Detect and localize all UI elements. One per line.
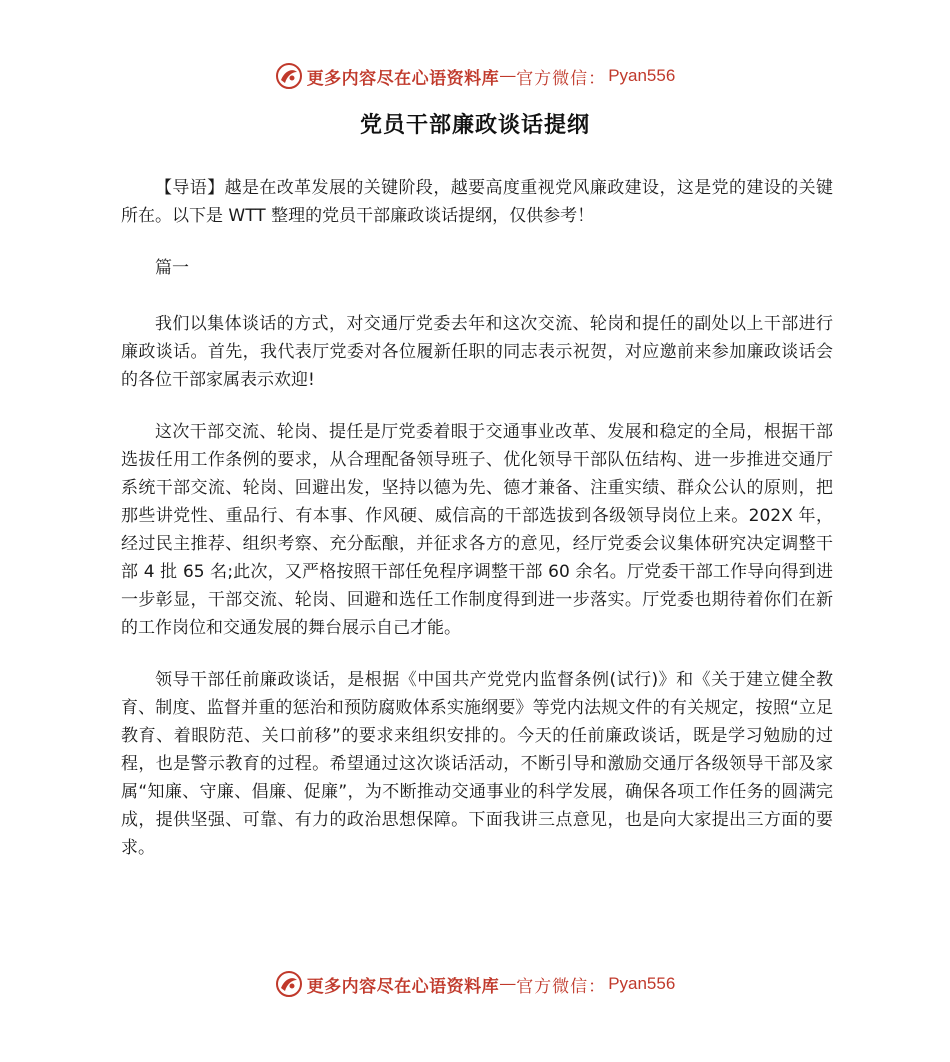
banner-brand-text: 更多内容尽在心语资料库 [306,68,500,89]
footer-banner [0,967,950,1001]
intro-paragraph: 【导语】越是在改革发展的关键阶段，越要高度重视党风廉政建设，这是党的建设的关键所在。以下是 WTT 整理的党员干部廉政谈话提纲，仅供参考！ [121,178,833,226]
body-paragraph: 我们以集体谈话的方式，对交通厅党委去年和这次交流、轮岗和提任的副处以上干部进行廉政谈话。首先，我代表厅党委对各位履新任职的同志表示祝贺，对应邀前来参加廉政谈话会的各位干部家属表示欢迎! [121,314,833,390]
section-heading: 篇一 [155,258,189,278]
banner-dash: — [499,974,517,994]
banner-wechat-label: 官方微信： [516,68,607,89]
banner-wechat-id: Pyan556 [608,974,676,993]
header-banner [0,59,950,93]
body-paragraph: 这次干部交流、轮岗、提任是厅党委着眼于交通事业改革、发展和稳定的全局，根据干部选拔任用工作条例的要求，从合理配备领导班子、优化领导干部队伍结构、进一步推进交通厅系统干部交流、轮岗、回避出发，坚持以德为先、德才兼备、注重实绩、群众公认的原则，把那些讲党性、重品行、有本事、作风硬、威信高的干部选拔到各级领导岗位上来。202X 年，经过民主推荐、组织考察、充分酝酿，并征求各方的意见，经厅党委会议集体研究决定调整干部 4 批 65 名;此次，又严格按照干部任免程序调整干部 60 余名。厅党委干部工作导向得到进一步彰显，干部交流、轮岗、回避和选任工作制度得到进一步落实。厅党委也期待着你们在新的工作岗位和交通发展的舞台展示自己才能。 [121,422,833,638]
banner-brand-text: 更多内容尽在心语资料库 [306,976,500,997]
brand-logo-icon [275,62,303,90]
document-body [121,174,833,886]
banner-wechat-label: 官方微信： [516,976,607,997]
body-paragraph: 领导干部任前廉政谈话，是根据《中国共产党党内监督条例(试行)》和《关于建立健全教育、制度、监督并重的惩治和预防腐败体系实施纲要》等党内法规文件的有关规定，按照“立足教育、着眼防范、关口前移”的要求来组织安排的。今天的任前廉政谈话，既是学习勉励的过程，也是警示教育的过程。希望通过这次谈话活动，不断引导和激励交通厅各级领导干部及家属“知廉、守廉、倡廉、促廉”，为不断推动交通事业的科学发展，确保各项工作任务的圆满完成，提供坚强、可靠、有力的政治思想保障。下面我讲三点意见，也是向大家提出三方面的要求。 [121,670,833,858]
banner-wechat-id: Pyan556 [608,66,676,85]
document-title: 党员干部廉政谈话提纲 [359,113,590,138]
brand-logo-icon [275,970,303,998]
banner-dash: — [499,66,517,86]
